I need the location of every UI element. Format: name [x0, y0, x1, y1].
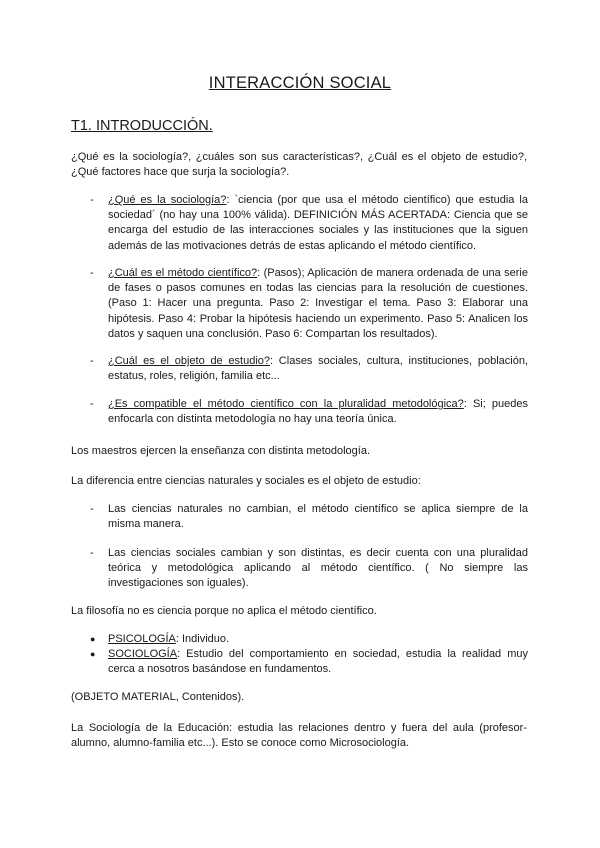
- qa-question: ¿Cuál es el método científico?: [108, 267, 258, 279]
- list-dash: -: [90, 267, 94, 279]
- sociology-education-paragraph: La Sociología de la Educación: estudia las relaciones dentro y fuera del aula (profesor-alumno, alumno-familia etc...). Esto se conoce como Microsociología.: [71, 722, 527, 750]
- bullet-definition: : Estudio del comportamiento en sociedad, estudia la realidad muy cerca a nosotros basándose en fundamentos.: [108, 648, 528, 676]
- list-dash: -: [90, 503, 94, 515]
- bullet-icon: ●: [90, 649, 96, 659]
- qa-answer: : Si; puedes enfocarla con distinta metodología no hay una teoría única.: [108, 398, 528, 426]
- list-dash: -: [90, 355, 94, 367]
- bullet-icon: ●: [90, 634, 96, 644]
- qa-answer: : Clases sociales, cultura, instituciones, población, estatus, roles, religión, familia etc...: [108, 355, 528, 383]
- difference-item-text: Las ciencias naturales no cambian, el método científico se aplica siempre de la misma manera.: [108, 503, 528, 531]
- qa-question: ¿Cuál es el objeto de estudio?: [108, 355, 271, 367]
- difference-item: [90, 546, 528, 592]
- bullet-item: [90, 632, 528, 647]
- qa-answer: : (Pasos); Aplicación de manera ordenada de una serie de fases o pasos comunes en todas las ciencias para la resolución de cuestiones. (Paso 1: Hacer una pregunta. Paso 2: Investigar el tema. Paso 3: Elaborar una hipótesis. Paso 4: Probar la hipótesis haciendo un experimento. Paso 5: Analicen los datos y saquen una conclusión. Paso 6: Compartan los resultados).: [108, 267, 528, 340]
- bullet-definition: : Individuo.: [175, 633, 230, 645]
- difference-item-text: Las ciencias sociales cambian y son distintas, es decir cuenta con una pluralidad teórica y metodológica aplicando al método científico. ( No siempre las investigaciones son iguales).: [108, 547, 528, 590]
- qa-answer: : `ciencia (por que usa el método científico) que estudia la sociedad´ (no hay una 100% válida). DEFINICIÓN MÁS ACERTADA: Ciencia que se encarga del estudio de las interacciones sociales y las instituciones que la siguen además de las motivaciones detrás de estas aplicando el método científico.: [108, 194, 528, 252]
- bullet-item: [90, 647, 528, 677]
- philosophy-paragraph: La filosofía no es ciencia porque no aplica el método científico.: [71, 605, 377, 617]
- section-heading: T1. INTRODUCCIÓN.: [71, 118, 213, 134]
- intro-question-paragraph: ¿Qué es la sociología?, ¿cuáles son sus características?, ¿Cuál es el objeto de estudio?, ¿Qué factores hace que surja la sociología?.: [71, 151, 527, 179]
- qa-item: [90, 193, 528, 254]
- teachers-paragraph: Los maestros ejercen la enseñanza con distinta metodología.: [71, 445, 371, 457]
- object-material-paragraph: (OBJETO MATERIAL, Contenidos).: [71, 691, 245, 703]
- qa-item: [90, 397, 528, 427]
- bullet-term: SOCIOLOGÍA: [108, 648, 178, 660]
- bullet-term: PSICOLOGÍA: [108, 633, 176, 645]
- list-dash: -: [90, 194, 94, 206]
- list-dash: -: [90, 398, 94, 410]
- list-dash: -: [90, 547, 94, 559]
- qa-item: [90, 354, 528, 384]
- qa-question: ¿Qué es la sociología?: [108, 194, 227, 206]
- qa-item: [90, 266, 528, 342]
- difference-paragraph: La diferencia entre ciencias naturales y sociales es el objeto de estudio:: [71, 475, 421, 487]
- qa-question: ¿Es compatible el método científico con la pluralidad metodológica?: [108, 398, 464, 410]
- document-title: INTERACCIÓN SOCIAL: [208, 74, 392, 92]
- difference-item: [90, 502, 528, 532]
